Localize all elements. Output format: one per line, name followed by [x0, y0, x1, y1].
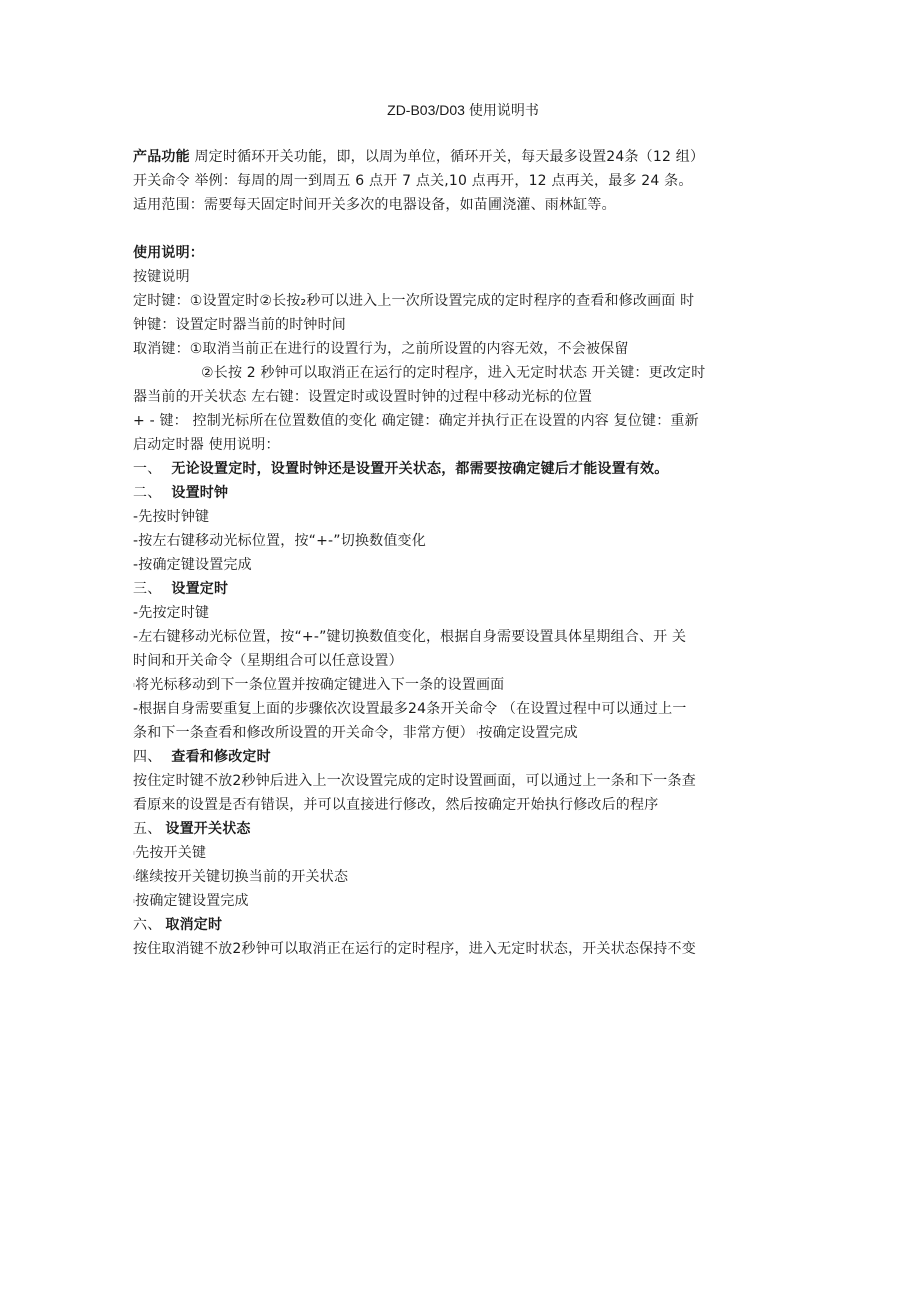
section-3-step: 时间和开关命令（星期组合可以任意设置） — [133, 653, 403, 669]
intro-line-2: 开关命令 举例：每周的周一到周五 6 点开 7 点关,10 点再开，12 点再关，最多 24 条。 — [133, 173, 693, 189]
section-2-step: -按确定键设置完成 — [133, 557, 252, 573]
section-2-step: -按左右键移动光标位置，按“+-”切换数值变化 — [133, 533, 426, 549]
section-3-step: -根据自身需要重复上面的步骤依次设置最多24条开关命令 （在设置过程中可以通过上一 — [133, 701, 687, 717]
intro-label: 产品功能 — [133, 149, 190, 165]
document-title: ZD-B03/D03 使用说明书 — [387, 102, 539, 118]
section-2-heading: 二、 设置时钟 — [133, 485, 229, 501]
keys-line: ②长按 2 秒钟可以取消正在运行的定时程序，进入无定时状态 开关键：更改定时 — [201, 365, 706, 381]
keys-line: 钟键：设置定时器当前的时钟时间 — [133, 317, 346, 333]
section-4-heading: 四、 查看和修改定时 — [133, 749, 271, 765]
keys-line: 器当前的开关状态 左右键：设置定时或设置时钟的过程中移动光标的位置 — [133, 389, 593, 405]
keys-line: + - 键： 控制光标所在位置数值的变化 确定键：确定并执行正在设置的内容 复位键：重新 — [133, 413, 699, 429]
section-5-step: ı继续按开关键切换当前的开关状态 — [133, 869, 349, 885]
section-6-heading: 六、 取消定时 — [133, 917, 223, 933]
section-2-step: -先按时钟键 — [133, 509, 210, 525]
section-1-heading: 一、 无论设置定时，设置时钟还是设置开关状态，都需要按确定键后才能设置有效。 — [133, 461, 669, 477]
intro-text-1: 周定时循环开关功能，即，以周为单位，循环开关，每天最多设置24条（12 组） — [194, 149, 705, 165]
section-5-step: ı按确定键设置完成 — [133, 893, 249, 909]
section-3-step: -先按定时键 — [133, 605, 210, 621]
keys-line: 启动定时器 使用说明： — [133, 437, 280, 453]
section-3-step: -左右键移动光标位置，按“+-”键切换数值变化，根据自身需要设置具体星期组合、开 关 — [133, 629, 687, 645]
keys-line: 取消键：①取消当前正在进行的设置行为，之前所设置的内容无效，不会被保留 — [133, 341, 629, 357]
section-3-step: 条和下一条查看和修改所设置的开关命令，非常方便） ı按确定设置完成 — [133, 725, 578, 741]
intro-line-3: 适用范围：需要每天固定时间开关多次的电器设备，如苗圃浇灌、雨林缸等。 — [133, 197, 616, 213]
section-5-heading: 五、 设置开关状态 — [133, 821, 251, 837]
intro-line-1 — [133, 145, 704, 169]
section-6-text: 按住取消键不放2秒钟可以取消正在运行的定时程序，进入无定时状态，开关状态保持不变 — [133, 941, 696, 957]
keys-line: 定时键：①设置定时②长按₂秒可以进入上一次所设置完成的定时程序的查看和修改画面 时 — [133, 293, 695, 309]
section-3-step: ı将光标移动到下一条位置并按确定键进入下一条的设置画面 — [133, 677, 505, 693]
section-4-text: 按住定时键不放2秒钟后进入上一次设置完成的定时设置画面，可以通过上一条和下一条查 — [133, 773, 696, 789]
section-4-text: 看原来的设置是否有错误，并可以直接进行修改，然后按确定开始执行修改后的程序 — [133, 797, 659, 813]
section-5-step: ı先按开关键 — [133, 845, 207, 861]
keys-heading: 按键说明 — [133, 269, 190, 285]
section-3-heading: 三、 设置定时 — [133, 581, 229, 597]
usage-heading: 使用说明： — [133, 245, 204, 261]
